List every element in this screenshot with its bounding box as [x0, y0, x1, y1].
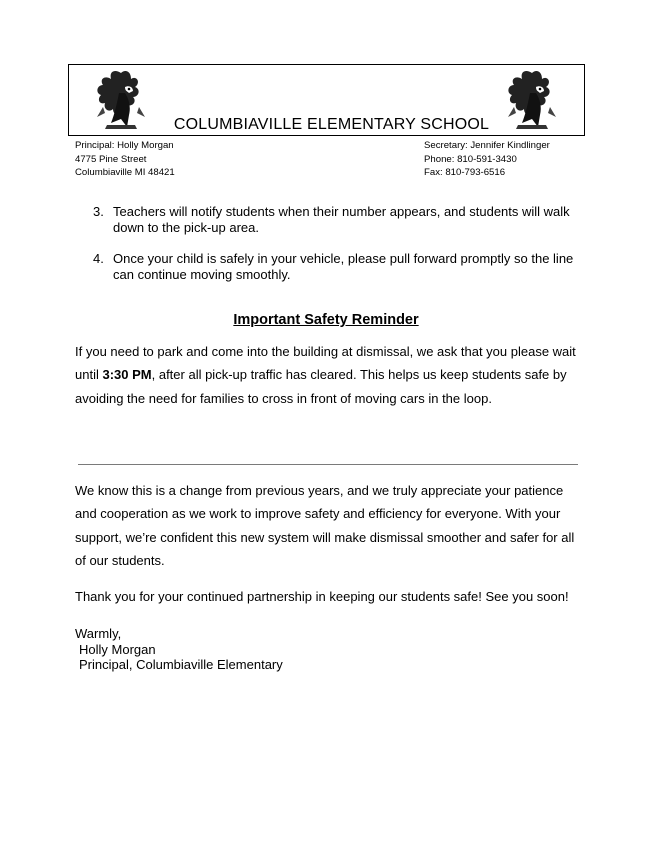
- principal-contact-info: [75, 139, 175, 180]
- reminder-time: 3:30 PM: [102, 367, 152, 383]
- list-item: [75, 204, 585, 235]
- reminder-text-before: If you need to park and come into the building at dismissal, we ask that you please wait until: [75, 344, 576, 383]
- street-address: 4775 Pine Street: [75, 153, 147, 165]
- fax-number: Fax: 810-793-6516: [424, 167, 506, 178]
- section-divider: [78, 464, 578, 465]
- step-text: Teachers will notify students when their number appears, and students will walk down to the pick-up area.: [113, 204, 570, 235]
- step-number: 4.: [93, 251, 104, 266]
- reminder-text-after: , after all pick-up traffic has cleared. This helps us keep students safe by avoiding the need for families to cross in front of moving cars in the loop.: [75, 367, 567, 406]
- secretary-name: Secretary: Jennifer Kindlinger: [424, 140, 550, 151]
- signer-name: Holly Morgan: [79, 641, 156, 657]
- secretary-contact-info: [424, 139, 550, 180]
- safety-reminder-paragraph: [75, 340, 580, 410]
- school-name: COLUMBIAVILLE ELEMENTARY SCHOOL: [173, 116, 490, 133]
- signer-title: Principal, Columbiaville Elementary: [79, 657, 283, 673]
- signature-block: [75, 626, 283, 673]
- principal-name: Principal: Holly Morgan: [75, 140, 174, 151]
- safety-reminder-heading: Important Safety Reminder: [233, 312, 419, 328]
- city-state-zip: Columbiaville MI 48421: [75, 167, 175, 178]
- list-item: [75, 251, 585, 282]
- closing-paragraph: We know this is a change from previous years, and we truly appreciate your patience and cooperation as we work to improve safety and efficiency for everyone. With your support, we’re confident this new system will make dismissal smoother and safer for all of our students.: [75, 483, 575, 568]
- salutation: Warmly,: [75, 626, 122, 641]
- letterhead: [68, 64, 585, 136]
- phone-number: Phone: 810-591-3430: [424, 153, 517, 165]
- pickup-steps-list: [75, 204, 585, 298]
- step-number: 3.: [93, 204, 104, 219]
- thanks-paragraph: Thank you for your continued partnership in keeping our students safe! See you soon!: [75, 589, 569, 604]
- step-text: Once your child is safely in your vehicle, please pull forward promptly so the line can continue moving smoothly.: [113, 251, 574, 282]
